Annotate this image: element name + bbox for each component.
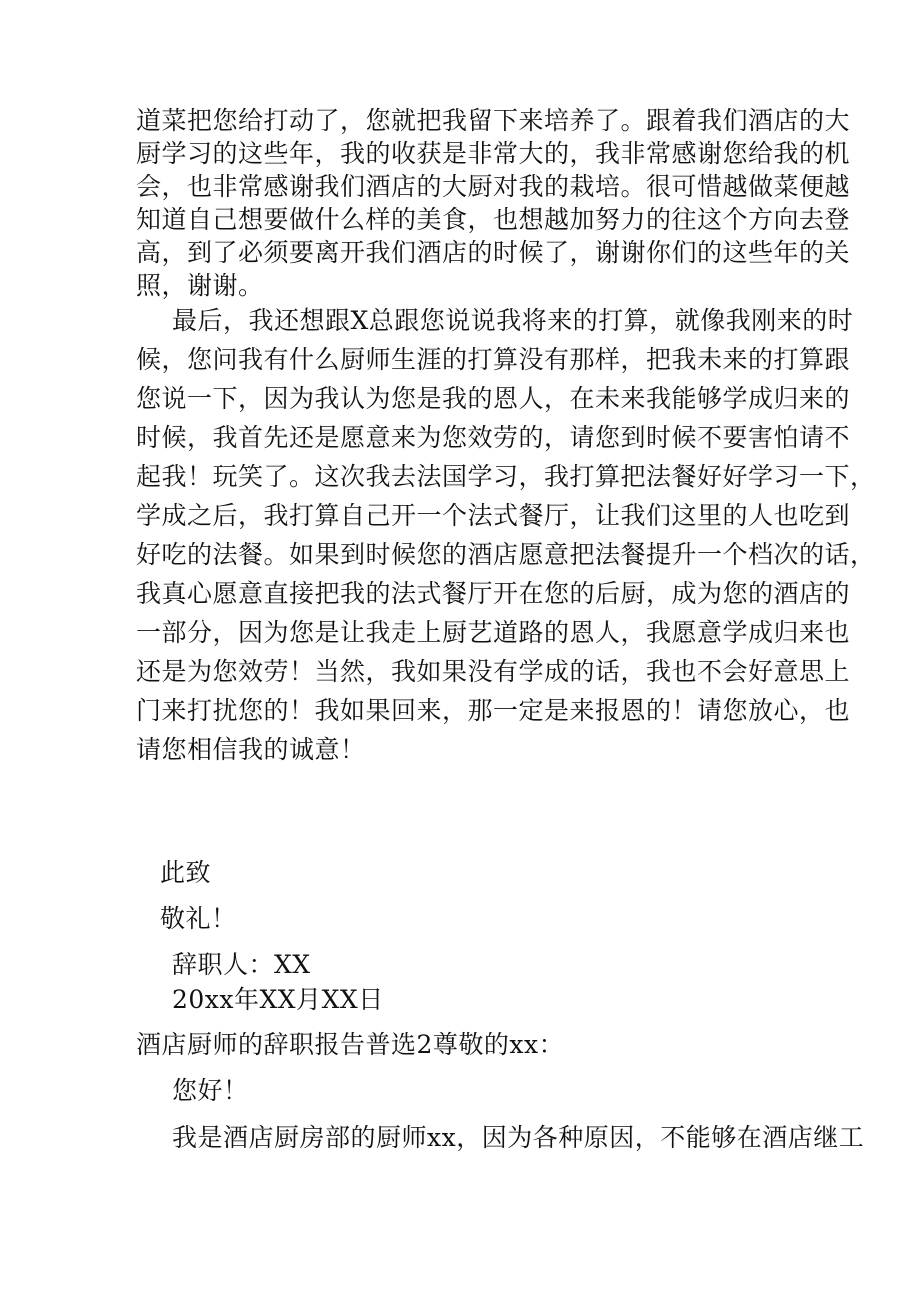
text-line: 门来打扰您的！我如果回来，那一定是来报恩的！请您放心，也 bbox=[136, 696, 851, 725]
date: 20xx年XX月XX日 bbox=[172, 985, 384, 1014]
closing-respect: 敬礼！ bbox=[160, 904, 237, 933]
text-line: 高，到了必须要离开我们酒店的时候了，谢谢你们的这些年的关 bbox=[136, 238, 851, 267]
text-line: 厨学习的这些年，我的收获是非常大的，我非常感谢您给我的机 bbox=[136, 139, 851, 168]
intro-line: 我是酒店厨房部的厨师xx，因为各种原因，不能够在酒店继工 bbox=[172, 1123, 865, 1152]
signer: 辞职人：XX bbox=[172, 950, 311, 979]
text-line: 一部分，因为您是让我走上厨艺道路的恩人，我愿意学成归来也 bbox=[136, 618, 851, 647]
second-letter-title: 酒店厨师的辞职报告普选2尊敬的xx： bbox=[136, 1030, 565, 1059]
text-line: 学成之后，我打算自己开一个法式餐厅，让我们这里的人也吃到 bbox=[136, 501, 851, 530]
text-line: 时候，我首先还是愿意来为您效劳的，请您到时候不要害怕请不 bbox=[136, 423, 851, 452]
text-line: 最后，我还想跟X总跟您说说我将来的打算，就像我刚来的时 bbox=[172, 306, 854, 335]
text-line: 我真心愿意直接把我的法式餐厅开在您的后厨，成为您的酒店的 bbox=[136, 579, 851, 608]
text-line: 起我！玩笑了。这次我去法国学习，我打算把法餐好好学习一下， bbox=[136, 462, 876, 491]
closing-salutation: 此致 bbox=[160, 858, 212, 887]
text-line: 好吃的法餐。如果到时候您的酒店愿意把法餐提升一个档次的话， bbox=[136, 540, 876, 569]
text-line: 您说一下，因为我认为您是我的恩人，在未来我能够学成归来的 bbox=[136, 384, 851, 413]
text-line: 候，您问我有什么厨师生涯的打算没有那样，把我未来的打算跟 bbox=[136, 345, 851, 374]
text-line: 请您相信我的诚意！ bbox=[136, 735, 366, 764]
text-line: 照，谢谢。 bbox=[136, 271, 264, 300]
text-line: 知道自己想要做什么样的美食，也想越加努力的往这个方向去登 bbox=[136, 205, 851, 234]
text-line: 还是为您效劳！当然，我如果没有学成的话，我也不会好意思上 bbox=[136, 657, 851, 686]
text-line: 道菜把您给打动了，您就把我留下来培养了。跟着我们酒店的大 bbox=[136, 106, 851, 135]
greeting: 您好！ bbox=[172, 1076, 249, 1105]
text-line: 会，也非常感谢我们酒店的大厨对我的栽培。很可惜越做菜便越 bbox=[136, 172, 851, 201]
